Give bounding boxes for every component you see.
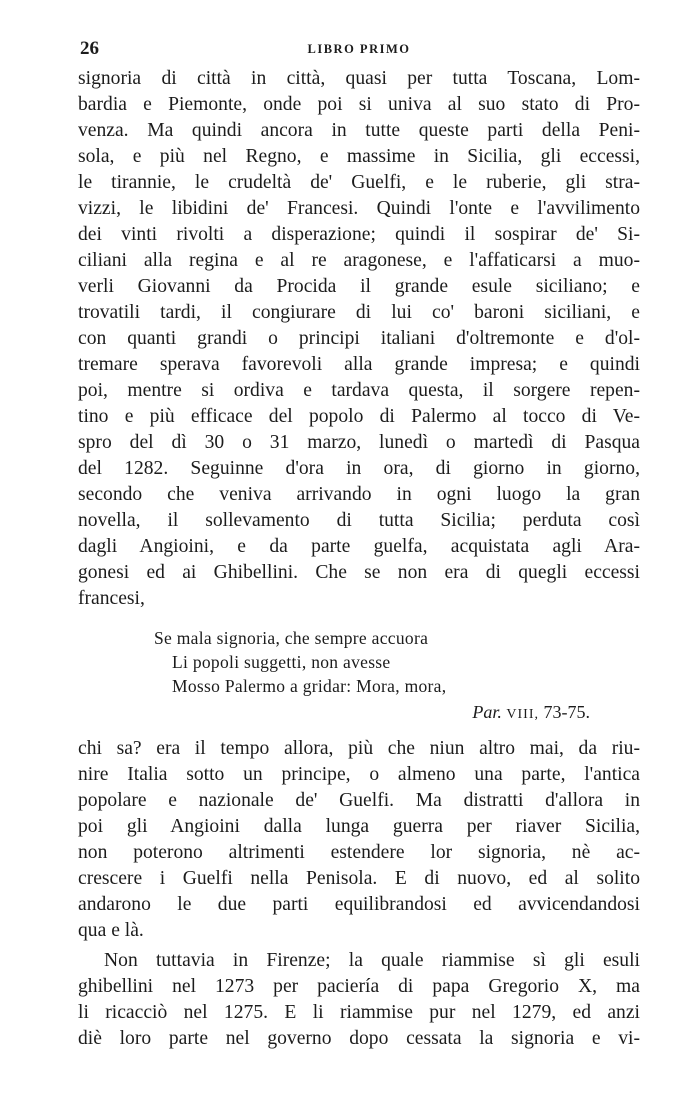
book-page bbox=[78, 36, 640, 1052]
text-line: dagli Angioini, e da parte guelfa, acquistata agli Ara- bbox=[78, 536, 640, 557]
citation-canto: VIII, bbox=[506, 707, 539, 722]
verse-line: Li popoli suggetti, non avesse bbox=[172, 652, 391, 672]
text-line: poi, mentre si ordiva e tardava questa, il sorgere repen- bbox=[78, 380, 640, 401]
citation-lines: 73-75. bbox=[543, 702, 590, 722]
text-line: secondo che veniva arrivando in ogni luogo la gran bbox=[78, 484, 640, 505]
text-line: signoria di città in città, quasi per tutta Toscana, Lom- bbox=[78, 68, 640, 89]
text-line: dei vinti rivolti a disperazione; quindi il sospirar de' Si- bbox=[78, 224, 640, 245]
text-line: tremare sperava favorevoli alla grande impresa; e quindi bbox=[78, 354, 640, 375]
text-line: trovatili tardi, il congiurare di lui co' baroni siciliani, e bbox=[78, 302, 640, 323]
text-line: poi gli Angioini dalla lunga guerra per riaver Sicilia, bbox=[78, 816, 640, 837]
text-line: vizzi, le libidini de' Francesi. Quindi l'onte e l'avvilimento bbox=[78, 198, 640, 219]
text-line: nire Italia sotto un principe, o almeno una parte, l'antica bbox=[78, 764, 640, 785]
text-line: sola, e più nel Regno, e massime in Sicilia, gli eccessi, bbox=[78, 146, 640, 167]
text-line: Non tuttavia in Firenze; la quale riammise sì gli esuli bbox=[104, 950, 640, 971]
text-line: non poterono altrimenti estendere lor signoria, nè ac- bbox=[78, 842, 640, 863]
text-line: bardia e Piemonte, onde poi si univa al suo stato di Pro- bbox=[78, 94, 640, 115]
text-line: le tirannie, le crudeltà de' Guelfi, e le ruberie, gli stra- bbox=[78, 172, 640, 193]
text-line: popolare e nazionale de' Guelfi. Ma distratti d'allora in bbox=[78, 790, 640, 811]
verse-citation bbox=[78, 698, 640, 726]
text-line: qua e là. bbox=[78, 920, 144, 941]
verse-quotation bbox=[154, 626, 640, 698]
text-line: ghibellini nel 1273 per paciería di papa Gregorio X, ma bbox=[78, 976, 640, 997]
verse-line: Se mala signoria, che sempre accuora bbox=[154, 628, 429, 648]
text-line: con quanti grandi o principi italiani d'oltremonte e d'ol- bbox=[78, 328, 640, 349]
verse-line: Mosso Palermo a gridar: Mora, mora, bbox=[172, 676, 447, 696]
text-line: gonesi ed ai Ghibellini. Che se non era di quegli eccessi bbox=[78, 562, 640, 583]
text-line: tino e più efficace del popolo di Palermo al tocco di Ve- bbox=[78, 406, 640, 427]
paragraph-3 bbox=[78, 948, 640, 1052]
text-line: andarono le due parti equilibrandosi ed avvicendandosi bbox=[78, 894, 640, 915]
text-line: verli Giovanni da Procida il grande esule siciliano; e bbox=[78, 276, 640, 297]
text-line: chi sa? era il tempo allora, più che niun altro mai, da riu- bbox=[78, 738, 640, 759]
text-line: spro del dì 30 o 31 marzo, lunedì o martedì di Pasqua bbox=[78, 432, 640, 453]
page-header bbox=[78, 36, 640, 66]
text-line: diè loro parte nel governo dopo cessata la signoria e vi- bbox=[78, 1028, 640, 1049]
text-line: venza. Ma quindi ancora in tutte queste parti della Peni- bbox=[78, 120, 640, 141]
citation-work: Par. bbox=[472, 702, 502, 722]
text-line: novella, il sollevamento di tutta Sicilia; perduta così bbox=[78, 510, 640, 531]
text-line: francesi, bbox=[78, 588, 145, 609]
page-number: 26 bbox=[80, 38, 99, 59]
text-line: del 1282. Seguinne d'ora in ora, di giorno in giorno, bbox=[78, 458, 640, 479]
text-line: ciliani alla regina e al re aragonese, e l'affaticarsi a muo- bbox=[78, 250, 640, 271]
paragraph-1 bbox=[78, 66, 640, 612]
paragraph-2 bbox=[78, 736, 640, 944]
text-line: crescere i Guelfi nella Penisola. E di nuovo, ed al solito bbox=[78, 868, 640, 889]
text-line: li ricacciò nel 1275. E li riammise pur nel 1279, ed anzi bbox=[78, 1002, 640, 1023]
running-head: LIBRO PRIMO bbox=[307, 42, 411, 56]
